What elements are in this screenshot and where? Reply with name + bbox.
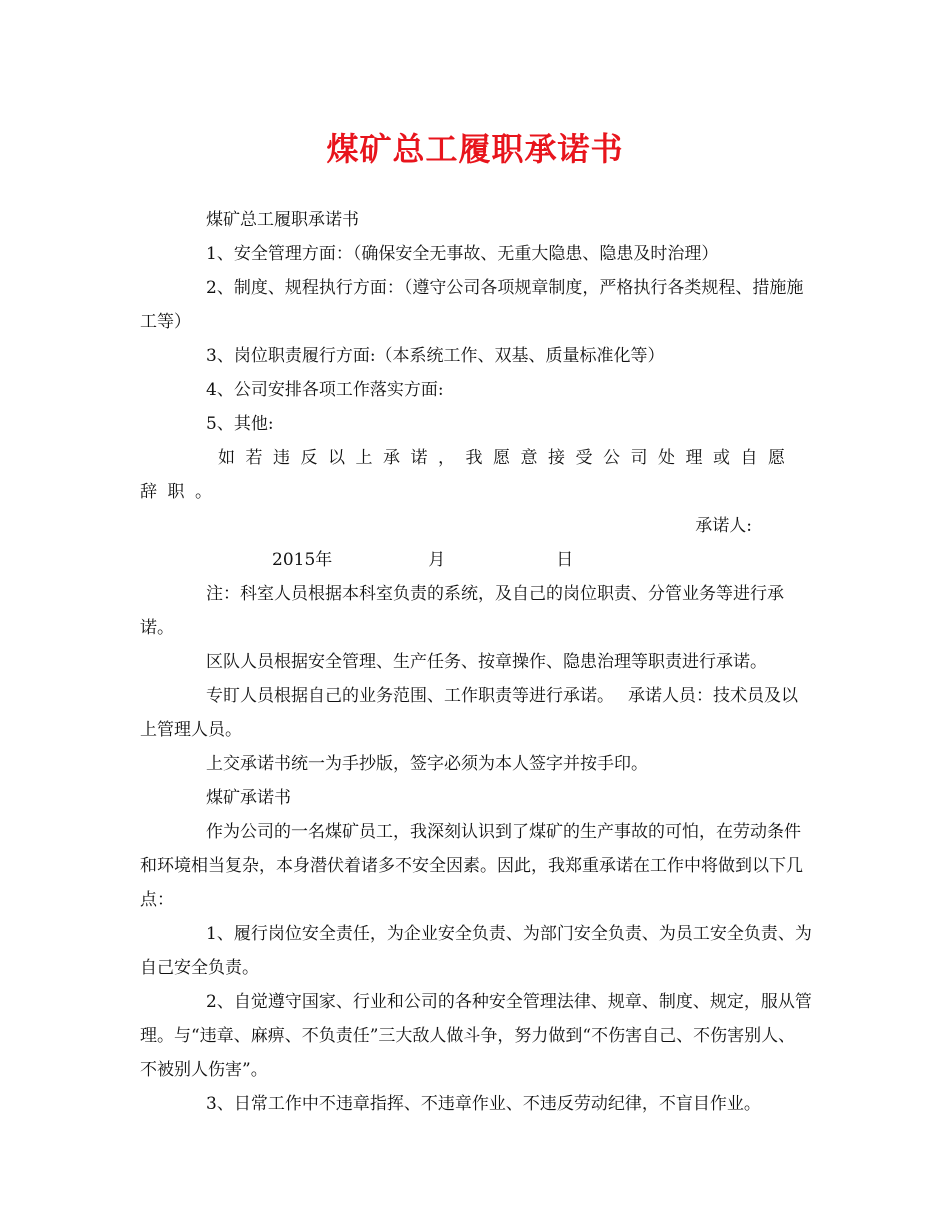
paragraph-pledge: 如若违反以上承诺，我愿意接受公司处理或自愿辞职。 [140,448,796,502]
staff-note-text: 专盯人员根据自己的业务范围、工作职责等进行承诺。 [206,686,614,706]
signer-label: 承诺人: [695,516,752,536]
document-body [140,203,812,1121]
paragraph-team-note: 区队人员根据安全管理、生产任务、按章操作、隐患治理等职责进行承诺。 [206,652,767,672]
date-day: 日 [556,550,574,570]
document-title: 煤矿总工履职承诺书 [326,130,624,168]
paragraph-intro: 作为公司的一名煤矿员工，我深刻认识到了煤矿的生产事故的可怕，在劳动条件和环境相当复杂，本身潜伏着诸多不安全因素。因此，我郑重承诺在工作中将做到以下几点： [140,822,803,910]
paragraph-item-3: 3、岗位职责履行方面:（本系统工作、双基、质量标准化等） [206,346,665,366]
date-year: 2015年 [272,550,333,570]
paragraph-item-2: 2、制度、规程执行方面：（遵守公司各项规章制度，严格执行各类规程、措施施工等） [140,278,804,332]
paragraph-subheading: 煤矿承诺书 [206,788,291,808]
pledgers-note-text: 承诺人员：技术员及以上管理人员。 [140,686,798,740]
paragraph-commitment-2: 2、自觉遵守国家、行业和公司的各种安全管理法律、规章、制度、规定，服从管理。与“违章、麻痹、不负责任”三大敌人做斗争，努力做到“不伤害自己、不伤害别人、不被别人伤害”。 [140,992,812,1080]
date-line [140,543,812,577]
paragraph-item-5: 5、其他: [206,414,274,434]
paragraph-item-1: 1、安全管理方面：（确保安全无事故、无重大隐患、隐患及时治理） [206,244,719,264]
paragraph-heading: 煤矿总工履职承诺书 [206,210,359,230]
paragraph-note: 注：科室人员根据本科室负责的系统，及自己的岗位职责、分管业务等进行承诺。 [140,584,784,638]
date-month: 月 [428,550,446,570]
paragraph-commitment-1: 1、履行岗位安全责任，为企业安全负责、为部门安全负责、为员工安全负责、为自己安全负责。 [140,924,812,978]
paragraph-staff-note [140,679,812,747]
paragraph-item-4: 4、公司安排各项工作落实方面: [206,380,444,400]
paragraph-commitment-3: 3、日常工作中不违章指挥、不违章作业、不违反劳动纪律，不盲目作业。 [206,1094,761,1114]
paragraph-submission-note: 上交承诺书统一为手抄版，签字必须为本人签字并按手印。 [206,754,648,774]
